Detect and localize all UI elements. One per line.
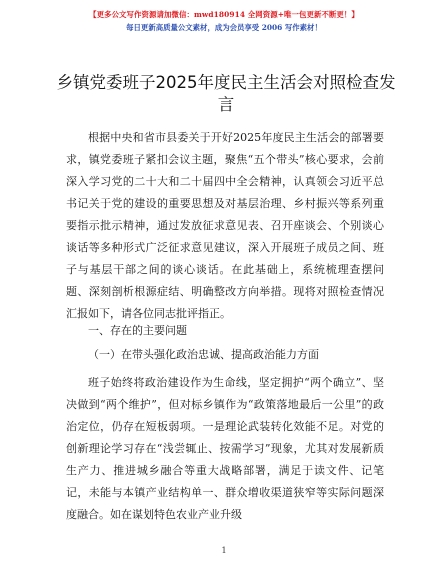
page-number: 1	[221, 546, 227, 555]
document-title: 乡镇党委班子2025年度民主生活会对照检查发言	[56, 73, 396, 114]
promo-banner-line-2: 每日更新高质量公文素材，成为会员享受 2006 写作素材！	[126, 23, 322, 32]
subsection-heading: （一）在带头强化政治忠诚、提高政治能力方面	[88, 348, 319, 361]
section-heading: 一、存在的主要问题	[88, 324, 187, 337]
promo-banner-line-1: 【更多公文写作资源请加微信：mwd180914 全网资源+唯一包更新不断更！】	[89, 10, 359, 19]
body-paragraph: 班子始终将政治建设作为生命线，坚定拥护“两个确立”、坚决做到“两个维护”，但对标乡镇作为“政策落地最后一公里”的政治定位，仍存在短板弱项。一是理论武装转化效能不足。对党的创新理论学习存在“浅尝辄止、按需学习”现象，尤其对发展新质生产力、推进城乡融合等重大战略部署，满足于读文件、记笔记，未能与本镇产业结构单一、群众增收渠道狭窄等实际问题深度融合。如在谋划特色农业产业升级	[66, 376, 384, 521]
intro-paragraph: 根据中央和省市县委关于开好2025年度民主生活会的部署要求，镇党委班子紧扣会议主题，聚焦“五个带头”核心要求，会前深入学习党的二十大和二十届四中全会精神，认真领会习近平总书记关于党的建设的重要思想及对基层治理、乡村振兴等系列重要指示批示精神，通过发放征求意见表、召开座谈会、个别谈心谈话等多种形式广泛征求意见建议，深入开展班子成员之间、班子与基层干部之间的谈心谈话。在此基础上，系统梳理查摆问题、深刻剖析根源症结、明确整改方向举措。现将对照检查情况汇报如下，请各位同志批评指正。	[66, 131, 384, 320]
